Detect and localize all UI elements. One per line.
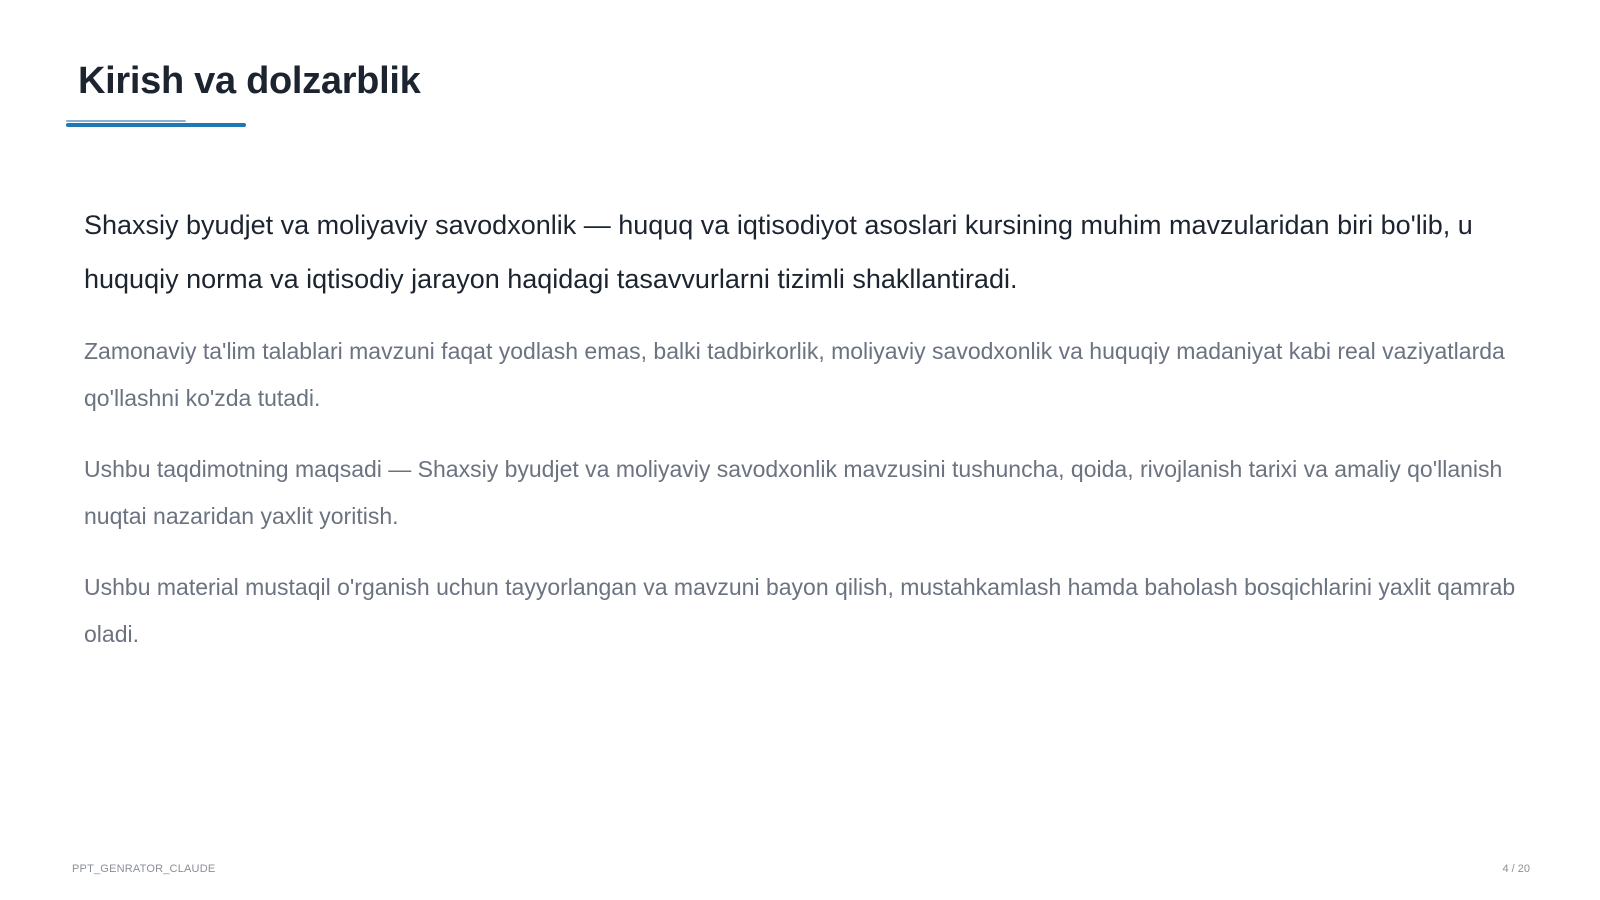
body-paragraph-1: Zamonaviy ta'lim talablari mavzuni faqat yodlash emas, balki tadbirkorlik, moliyaviy savodxonlik va huquqiy madaniyat kabi real vaziyatlarda qo'llashni ko'zda tutadi. [84, 338, 1505, 411]
title-underline [66, 123, 246, 127]
body-paragraph-3: Ushbu material mustaqil o'rganish uchun tayyorlangan va mavzuni bayon qilish, mustahkamlash hamda baholash bosqichlarini yaxlit qamrab oladi. [84, 574, 1516, 647]
title-underline-accent [66, 120, 186, 122]
slide-content [84, 198, 1524, 682]
slide-title: Kirish va dolzarblik [78, 60, 421, 102]
lead-paragraph: Shaxsiy byudjet va moliyaviy savodxonlik — huquq va iqtisodiyot asoslari kursining muhim mavzularidan biri bo'lib, u huquqiy norma va iqtisodiy jarayon haqidagi tasavvurlarni tizimli shakllantiradi. [84, 210, 1473, 294]
body-paragraph-2: Ushbu taqdimotning maqsadi — Shaxsiy byudjet va moliyaviy savodxonlik mavzusini tushuncha, qoida, rivojlanish tarixi va amaliy qo'llanish nuqtai nazaridan yaxlit yoritish. [84, 456, 1503, 529]
footer-brand: PPT_GENRATOR_CLAUDE [72, 863, 216, 875]
page-number: 4 / 20 [1502, 863, 1530, 875]
